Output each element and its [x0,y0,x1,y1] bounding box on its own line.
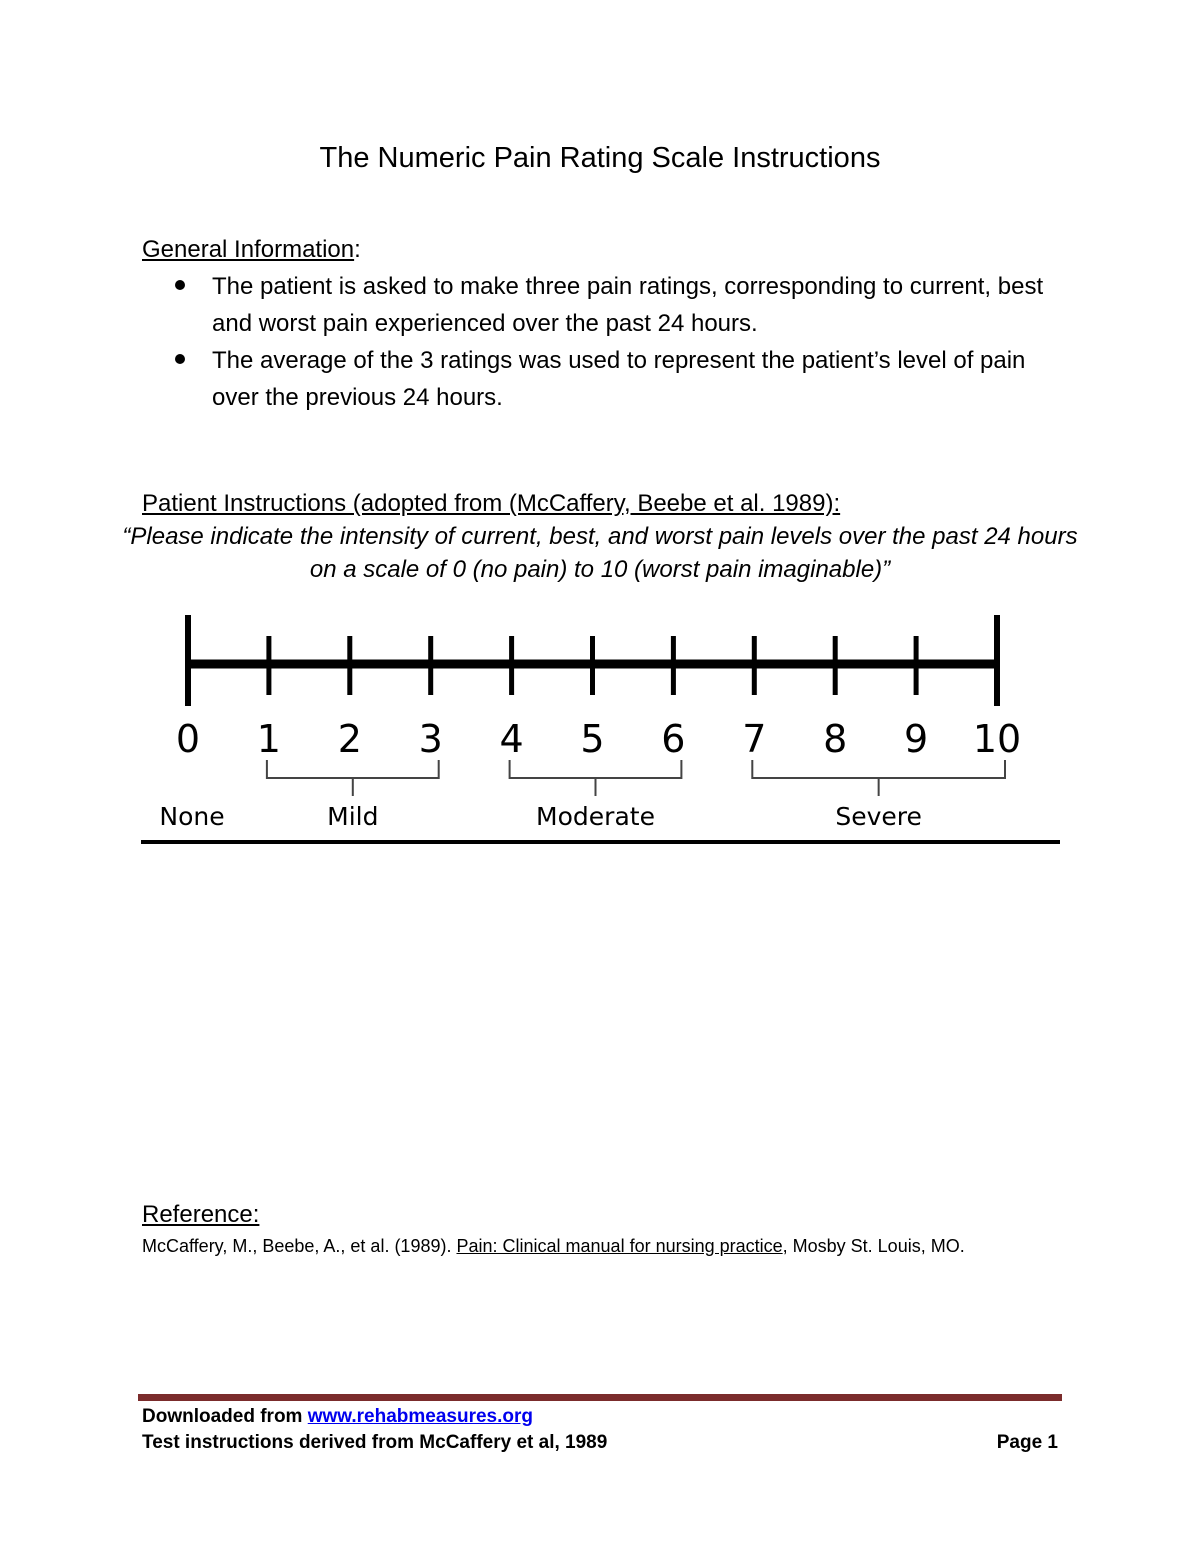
general-info-heading-colon: : [354,236,361,263]
general-info-bullet [142,268,1072,342]
reference-publisher: , Mosby St. Louis, MO. [782,1236,965,1256]
category-bracket [267,760,439,796]
reference-heading: Reference: [142,1201,260,1228]
general-info-heading-text: General Information [142,236,355,263]
scale-number-label: 0 [175,717,201,761]
scale-number-label: 4 [499,717,524,761]
page-title: The Numeric Pain Rating Scale Instructions [319,142,881,174]
patient-instructions-heading: Patient Instructions (adopted from (McCaffery, Beebe et al. 1989): [142,490,841,517]
reference-book-title: Pain: Clinical manual for nursing practice [456,1236,783,1256]
general-info-heading [142,236,361,264]
category-label: None [159,802,225,831]
scale-brackets [267,760,1005,796]
scale-number-label: 9 [904,717,929,761]
pain-rating-scale [0,600,1200,850]
footer-divider [138,1394,1062,1401]
scale-number-label: 7 [742,717,767,761]
bullet-icon [175,354,185,364]
scale-number-label: 8 [823,717,848,761]
scale-number-label: 5 [580,717,605,761]
general-info-bullet [142,342,1072,416]
footer-downloaded [142,1406,533,1428]
scale-number-label: 6 [661,717,686,761]
footer-downloaded-prefix: Downloaded from [142,1406,308,1427]
category-label: Moderate [536,802,655,831]
scale-number-label: 1 [256,717,281,761]
scale-number-label: 3 [418,717,443,761]
category-bracket [510,760,682,796]
category-label: Mild [327,802,379,831]
page-number: Page 1 [996,1432,1058,1453]
category-bracket [752,760,1005,796]
reference-authors: McCaffery, M., Beebe, A., et al. (1989). [142,1236,457,1256]
footer-derived: Test instructions derived from McCaffery et al, 1989 [142,1432,608,1453]
general-info-list [142,268,1072,416]
category-label: Severe [835,802,922,831]
scale-categories [159,802,922,831]
scale-number-label: 2 [337,717,362,761]
reference-citation [142,1236,965,1257]
scale-numbers [176,717,1021,761]
bullet-text: The average of the 3 ratings was used to represent the patient’s level of pain over the previous 24 hours. [212,347,1026,411]
patient-instructions-quote: “Please indicate the intensity of current, best, and worst pain levels over the past 24 hours on a scale of 0 (no pain) to 10 (worst pain imaginable)” [122,523,1078,583]
rehabmeasures-link[interactable]: www.rehabmeasures.org [307,1406,533,1427]
scale-number-label: 10 [972,717,1022,761]
bullet-icon [175,280,185,290]
bullet-text: The patient is asked to make three pain ratings, corresponding to current, best and worst pain experienced over the past 24 hours. [212,273,1044,337]
